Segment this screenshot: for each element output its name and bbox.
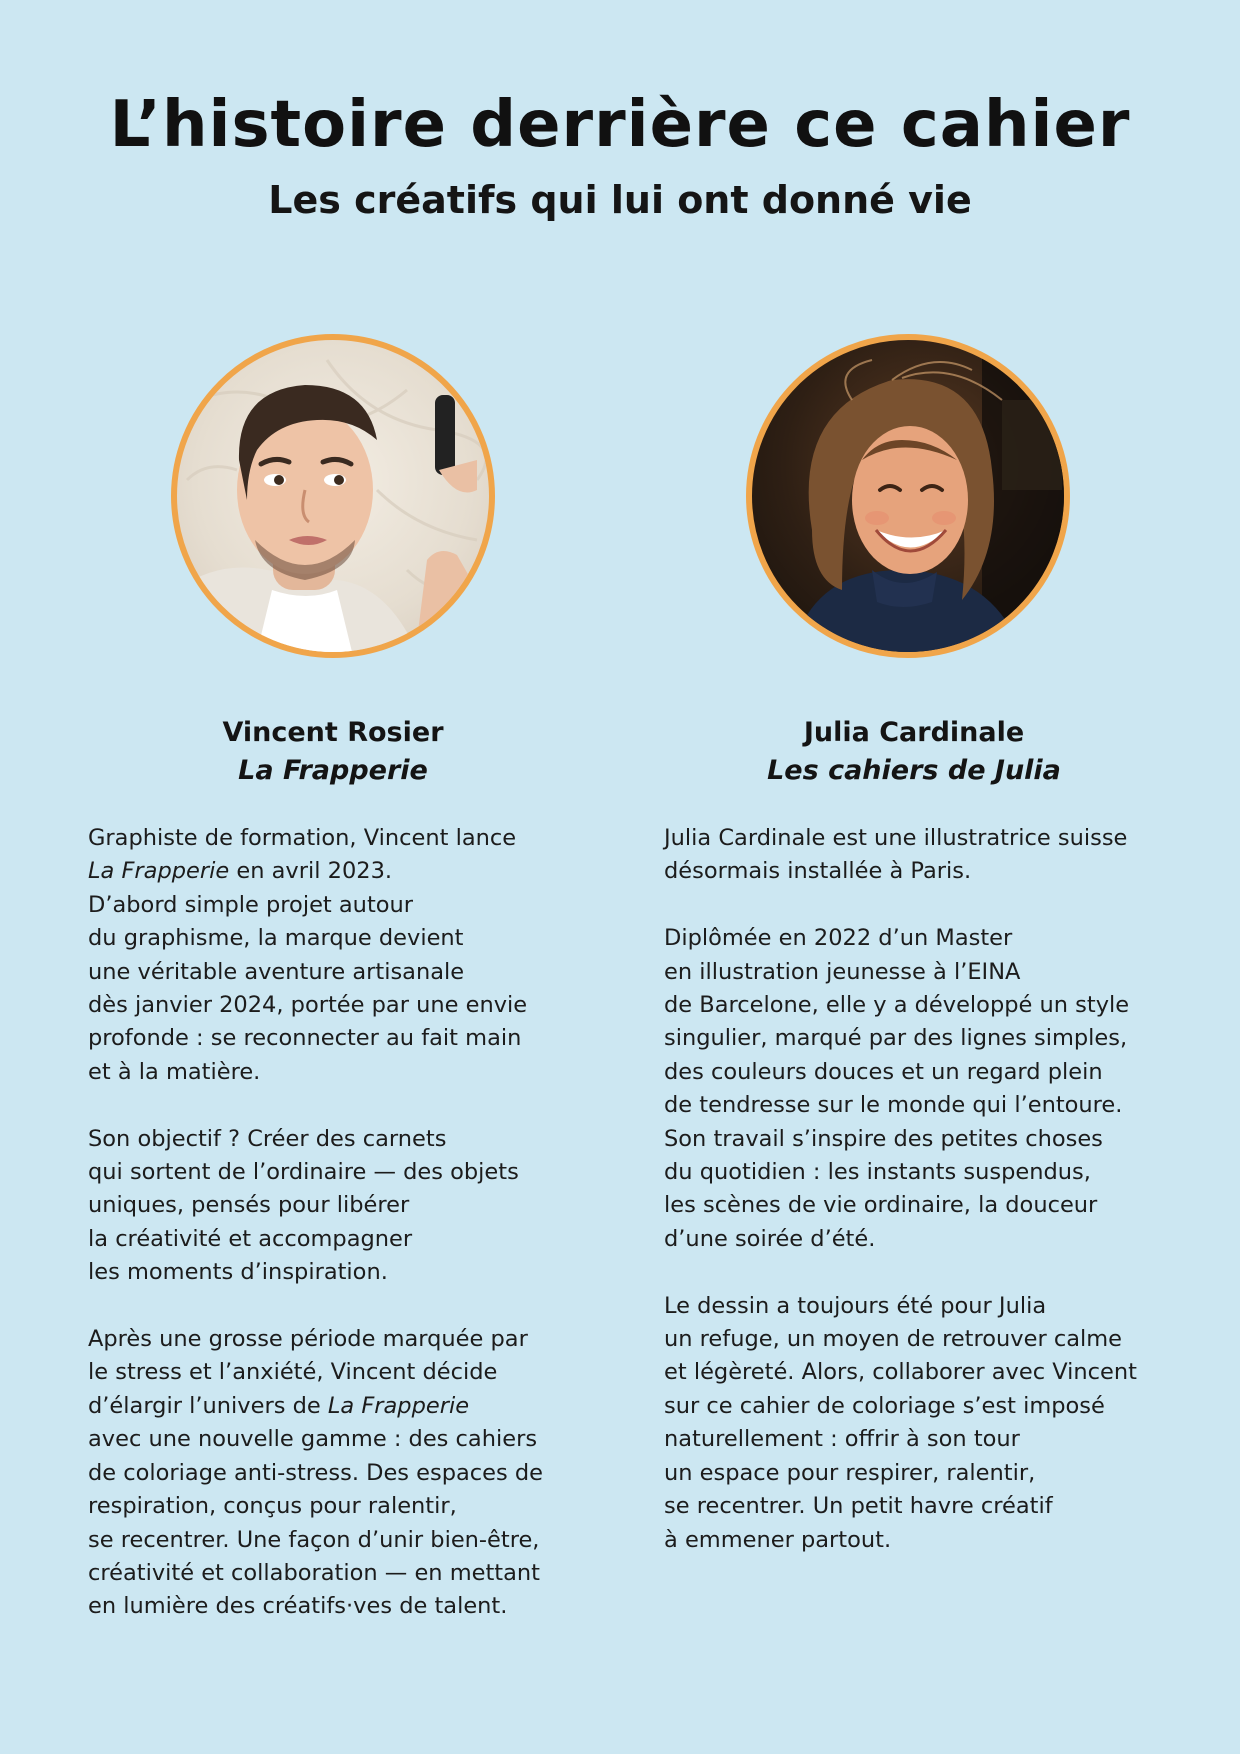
bio-line: Son objectif ? Créer des carnets: [88, 1125, 447, 1152]
bio-julia: [664, 822, 1174, 1590]
bio-line: d’une soirée d’été.: [664, 1225, 876, 1252]
person-name-julia: Julia Cardinale: [803, 717, 1025, 748]
bio-line: et à la matière.: [88, 1058, 261, 1085]
bio-line: en illustration jeunesse à l’EINA: [664, 958, 1021, 985]
portrait-photo-vincent: [171, 334, 495, 658]
bio-line: désormais installée à Paris.: [664, 858, 972, 885]
bio-line: sur ce cahier de coloriage s’est imposé: [664, 1392, 1105, 1419]
bio-line: les scènes de vie ordinaire, la douceur: [664, 1192, 1098, 1219]
bio-line: à emmener partout.: [664, 1526, 892, 1553]
bio-line: Son travail s’inspire des petites choses: [664, 1125, 1103, 1152]
bio-vincent: [88, 822, 588, 1657]
bio-line: un refuge, un moyen de retrouver calme: [664, 1326, 1123, 1353]
bio-line: de Barcelone, elle y a développé un style: [664, 992, 1130, 1019]
bio-line: se recentrer. Une façon d’unir bien-être,: [88, 1526, 540, 1553]
person-name-vincent: Vincent Rosier: [222, 717, 444, 748]
bio-line: se recentrer. Un petit havre créatif: [664, 1493, 1053, 1520]
bio-line: en lumière des créatifs·ves de talent.: [88, 1593, 508, 1620]
bio-line: Diplômée en 2022 d’un Master: [664, 925, 1013, 952]
bio-paragraph: [88, 1323, 588, 1624]
bio-line: uniques, pensés pour libérer: [88, 1192, 410, 1219]
bio-line: et légèreté. Alors, collaborer avec Vincent: [664, 1359, 1137, 1386]
bio-line: Le dessin a toujours été pour Julia: [664, 1292, 1047, 1319]
bio-line: qui sortent de l’ordinaire — des objets: [88, 1159, 519, 1186]
bio-line: respiration, conçus pour ralentir,: [88, 1493, 457, 1520]
bio-line: d’élargir l’univers de: [88, 1392, 328, 1419]
person-brand-julia: Les cahiers de Julia: [767, 755, 1061, 786]
bio-paragraph: [664, 922, 1174, 1256]
bio-line: Après une grosse période marquée par: [88, 1326, 528, 1353]
bio-line: du graphisme, la marque devient: [88, 925, 464, 952]
brand-mention: La Frapperie: [327, 1392, 470, 1419]
bio-line: en avril 2023.: [229, 858, 393, 885]
bio-line: D’abord simple projet autour: [88, 891, 414, 918]
brand-mention: La Frapperie: [88, 858, 230, 885]
bio-line: le stress et l’anxiété, Vincent décide: [88, 1359, 498, 1386]
bio-line: du quotidien : les instants suspendus,: [664, 1159, 1091, 1186]
bio-paragraph: [664, 822, 1174, 889]
bio-line: des couleurs douces et un regard plein: [664, 1058, 1103, 1085]
portrait-photo-julia: [746, 334, 1070, 658]
bio-line: Graphiste de formation, Vincent lance: [88, 825, 517, 851]
page-title: L’histoire derrière ce cahier: [109, 88, 1131, 162]
portrait-illustration-julia: [752, 340, 1064, 652]
bio-line: de tendresse sur le monde qui l’entoure.: [664, 1092, 1123, 1119]
person-brand-vincent: La Frapperie: [238, 755, 428, 786]
bio-paragraph: [88, 1123, 588, 1290]
portrait-illustration-vincent: [177, 340, 489, 652]
bio-line: naturellement : offrir à son tour: [664, 1426, 1020, 1453]
bio-line: singulier, marqué par des lignes simples,: [664, 1025, 1128, 1052]
page-subtitle: Les créatifs qui lui ont donné vie: [268, 178, 972, 222]
bio-line: les moments d’inspiration.: [88, 1259, 388, 1286]
bio-paragraph: [88, 822, 588, 1089]
bio-line: un espace pour respirer, ralentir,: [664, 1459, 1036, 1486]
bio-paragraph: [664, 1290, 1174, 1557]
bio-line: créativité et collaboration — en mettant: [88, 1559, 540, 1586]
bio-line: dès janvier 2024, portée par une envie: [88, 992, 528, 1019]
bio-line: profonde : se reconnecter au fait main: [88, 1025, 522, 1052]
bio-line: une véritable aventure artisanale: [88, 958, 465, 985]
bio-line: la créativité et accompagner: [88, 1225, 413, 1252]
bio-line: de coloriage anti-stress. Des espaces de: [88, 1459, 544, 1486]
bio-line: avec une nouvelle gamme : des cahiers: [88, 1426, 538, 1453]
bio-line: Julia Cardinale est une illustratrice suisse: [664, 825, 1128, 851]
